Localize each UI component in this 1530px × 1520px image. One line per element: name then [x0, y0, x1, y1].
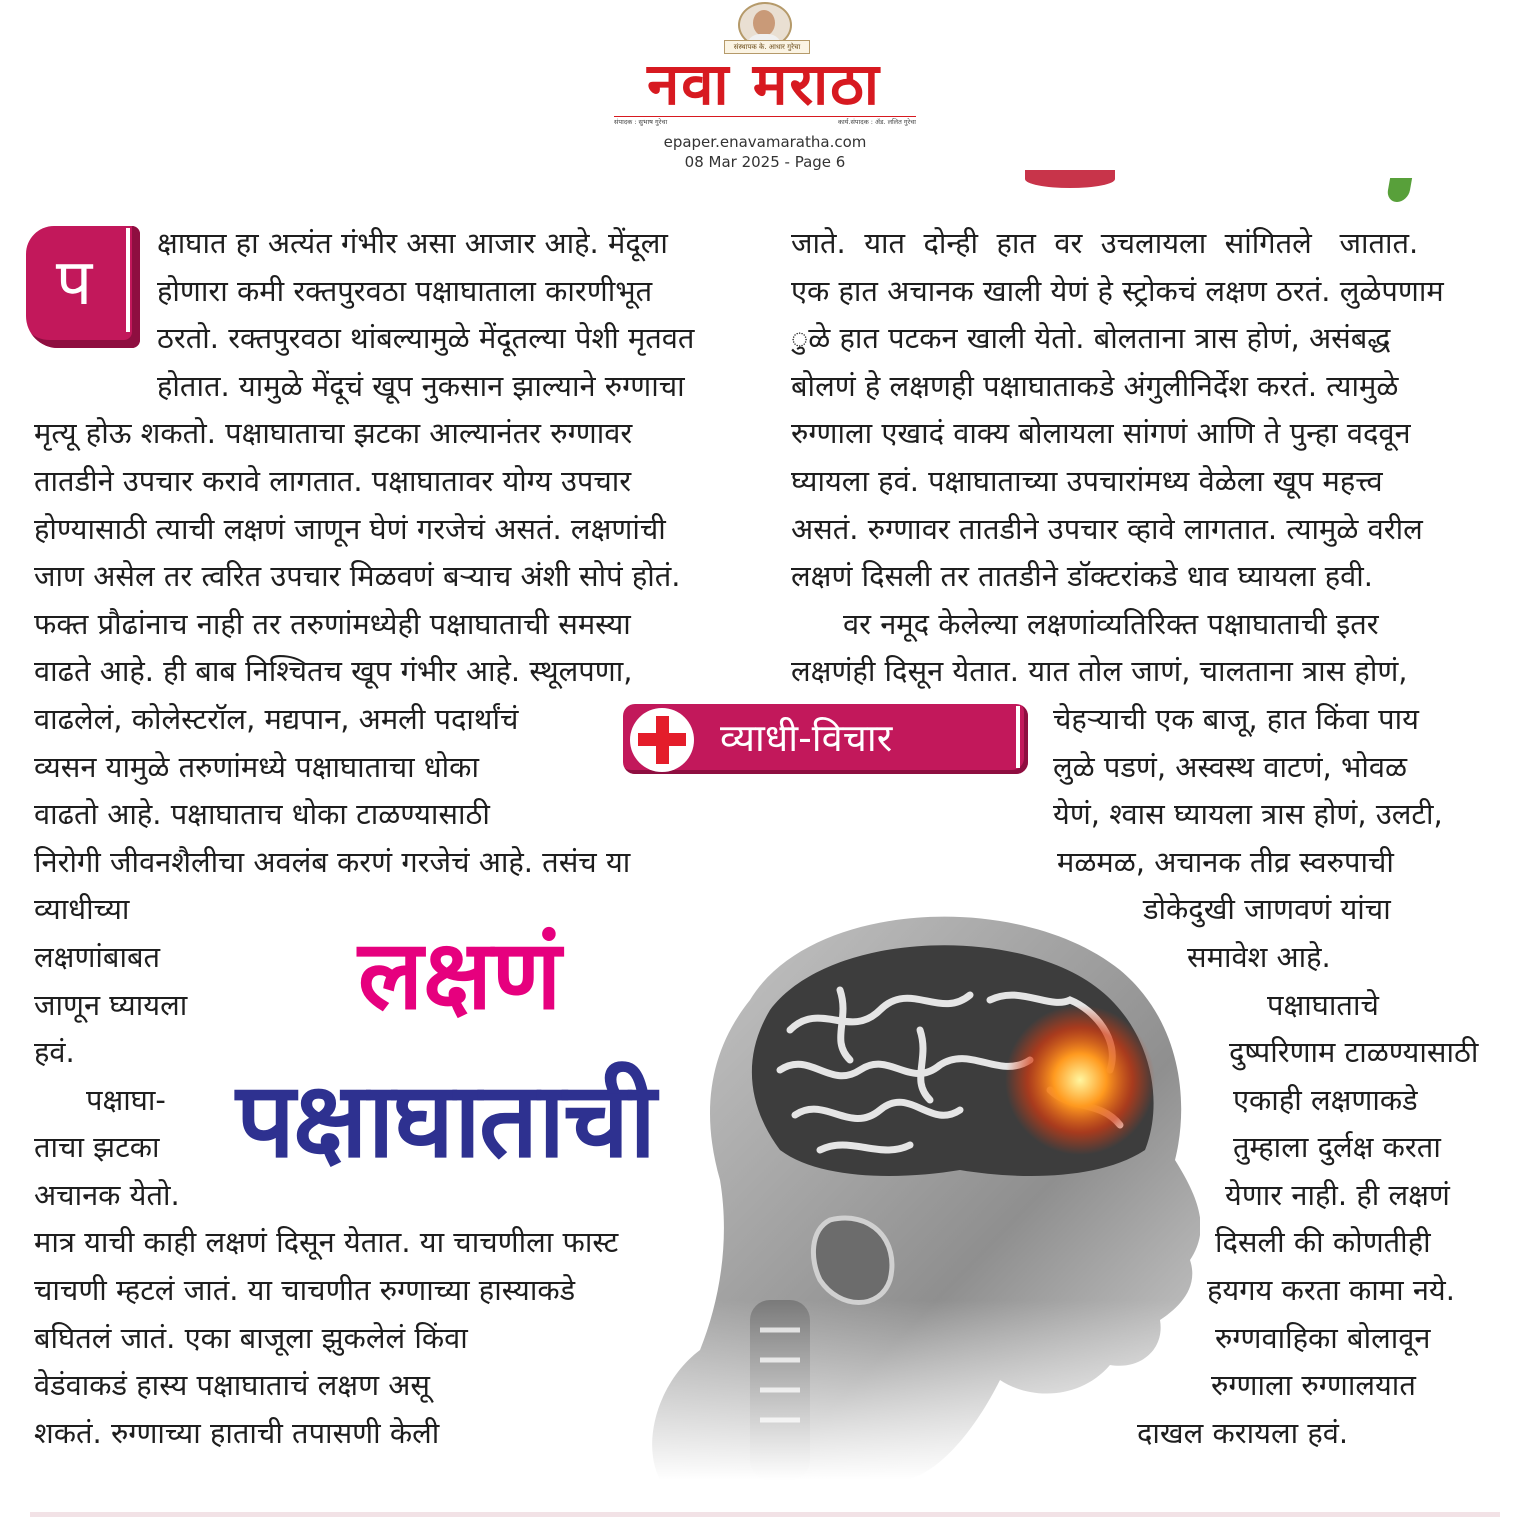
article-line: येणं, श्वास घ्यायला त्रास होणं, उलटी, — [1053, 797, 1443, 832]
section-badge-divider — [1016, 706, 1020, 768]
article-line: लक्षणंही दिसून येतात. यात तोल जाणं, चालताना त्रास होणं, — [791, 654, 1408, 689]
article-line: दिसली की कोणतीही — [1215, 1225, 1431, 1260]
article-line: बोलणं हे लक्षणही पक्षाघाताकडे अंगुलीनिर्देश करतं. त्यामुळे — [791, 368, 1399, 403]
article-line: मात्र याची काही लक्षणं दिसून येतात. या चाचणीला फास्ट — [34, 1225, 619, 1260]
article-line: डोकेदुखी जाणवणं यांचा — [1143, 892, 1391, 927]
article-line: मळमळ, अचानक तीव्र स्वरुपाची — [1057, 844, 1394, 879]
article-line: तातडीने उपचार करावे लागतात. पक्षाघातावर योग्य उपचार — [34, 463, 632, 498]
article-line: दाखल करायला हवं. — [1137, 1415, 1349, 1450]
article-line: लक्षणं दिसली तर तातडीने डॉक्टरांकडे धाव घ्यायला हवी. — [791, 559, 1374, 594]
decorative-arc — [1025, 170, 1115, 188]
article-line: पक्षाघा- — [86, 1082, 166, 1117]
logo-ribbon: संस्थापक के. आधार गुरेचा — [724, 40, 810, 54]
editor-strip — [614, 116, 916, 127]
newspaper-logo: नवा मराठा — [647, 50, 881, 118]
article-column-left — [34, 220, 754, 1457]
site-url[interactable]: epaper.enavamaratha.com — [663, 133, 867, 151]
article-line: चेहऱ्याची एक बाजू, हात किंवा पाय — [1053, 701, 1419, 736]
article-line: मृत्यू होऊ शकतो. पक्षाघाताचा झटका आल्यानंतर रुग्णावर — [34, 416, 633, 451]
headline-line-2: पक्षाघाताची — [236, 1059, 655, 1181]
article-line: एकाही लक्षणाकडे — [1233, 1082, 1418, 1117]
article-line: लक्षणांबाबत — [34, 939, 161, 974]
article-line: तुम्हाला दुर्लक्ष करता — [1233, 1130, 1441, 1165]
bottom-rule — [30, 1512, 1500, 1517]
article-line: वेडंवाकडं हास्य पक्षाघाताचं लक्षण असू — [34, 1368, 431, 1403]
article-line: होण्यासाठी त्याची लक्षणं जाणून घेणं गरजेचं असतं. लक्षणांची — [34, 511, 666, 546]
article-line: क्षाघात हा अत्यंत गंभीर असा आजार आहे. मेंदूला — [157, 226, 668, 260]
article-line: दुष्परिणाम टाळण्यासाठी — [1229, 1035, 1479, 1070]
executive-editor-name: कार्य.संपादक : ॲड. ललित गुरेचा — [837, 118, 916, 126]
article-line: ठरतो. रक्तपुरवठा थांबल्यामुळे मेंदूतल्या पेशी मृतवत — [157, 321, 695, 356]
article-line: वाढलेलं, कोलेस्टरॉल, मद्यपान, अमली पदार्थांचं — [34, 701, 519, 736]
article-line: समावेश आहे. — [1187, 939, 1331, 974]
editor-name: संपादक : सुभाष गुरेचा — [614, 118, 668, 126]
headline-line-1: लक्षणं — [358, 919, 562, 1031]
article-line: लुळे पडणं, अस्वस्थ वाटणं, भोवळ — [1053, 749, 1408, 784]
article-line: बघितलं जातं. एका बाजूला झुकलेलं किंवा — [34, 1320, 468, 1355]
article-line: वाढते आहे. ही बाब निश्चितच खूप गंभीर आहे. स्थूलपणा, — [34, 654, 633, 689]
article-line: असतं. रुग्णावर तातडीने उपचार व्हावे लागतात. त्यामुळे वरील — [791, 511, 1423, 546]
medical-cross-icon-horizontal — [638, 733, 686, 746]
article-line: व्यसन यामुळे तरुणांमध्ये पक्षाघाताचा धोका — [34, 749, 479, 784]
article-line: हवं. — [34, 1035, 75, 1070]
section-badge-label: व्याधी-विचार — [720, 716, 893, 760]
article-line: हयगय करता कामा नये. — [1207, 1273, 1455, 1308]
article-line: वाढतो आहे. पक्षाघाताच धोका टाळण्यासाठी — [34, 797, 490, 832]
article-line: येणार नाही. ही लक्षणं — [1225, 1177, 1450, 1212]
edition-date: 08 Mar 2025 - Page 6 — [684, 153, 846, 171]
article-line: ुळे हात पटकन खाली येतो. बोलताना त्रास होणं, असंबद्ध — [791, 321, 1391, 356]
article-line: वर नमूद केलेल्या लक्षणांव्यतिरिक्त पक्षाघाताची इतर — [843, 606, 1379, 641]
article-line: रुग्णाला एखादं वाक्य बोलायला सांगणं आणि ते पुन्हा वदवून — [791, 416, 1411, 451]
article-line: जाणून घ्यायला — [34, 987, 188, 1022]
article-line: चाचणी म्हटलं जातं. या चाचणीत रुग्णाच्या हास्याकडे — [34, 1273, 576, 1308]
article-line: ताचा झटका — [34, 1130, 160, 1165]
article-line: जाते. यात दोन्ही हात वर उचलायला सांगितले जातात. — [791, 226, 1419, 260]
article-column-right — [791, 220, 1521, 1457]
article-line: होणारा कमी रक्तपुरवठा पक्षाघाताला कारणीभूत — [157, 273, 653, 308]
article-line: घ्यायला हवं. पक्षाघाताच्या उपचारांमध्य वेळेला खूप महत्त्व — [791, 463, 1383, 498]
dropcap-letter: प — [55, 246, 93, 320]
article-line: जाण असेल तर त्वरित उपचार मिळवणं बऱ्याच अंशी सोपं होतं. — [34, 559, 681, 594]
masthead — [0, 0, 1530, 180]
article-line: पक्षाघाताचे — [1267, 987, 1379, 1022]
article-line: शकतं. रुग्णाच्या हाताची तपासणी केली — [34, 1415, 440, 1450]
decorative-leaf-icon — [1386, 178, 1412, 202]
article-line: रुग्णाला रुग्णालयात — [1211, 1368, 1416, 1403]
article-line: एक हात अचानक खाली येणं हे स्ट्रोकचं लक्षण ठरतं. लुळेपणाम — [791, 273, 1444, 308]
article-line: व्याधीच्या — [34, 892, 130, 927]
article-line: रुग्णवाहिका बोलावून — [1215, 1320, 1431, 1355]
article-line: निरोगी जीवनशैलीचा अवलंब करणं गरजेचं आहे. तसंच या — [34, 844, 631, 879]
article-line: फक्त प्रौढांनाच नाही तर तरुणांमध्येही पक्षाघाताची समस्या — [34, 606, 631, 641]
article-line: होतात. यामुळे मेंदूचं खूप नुकसान झाल्याने रुग्णाचा — [157, 368, 685, 403]
article-line: अचानक येतो. — [34, 1177, 180, 1212]
